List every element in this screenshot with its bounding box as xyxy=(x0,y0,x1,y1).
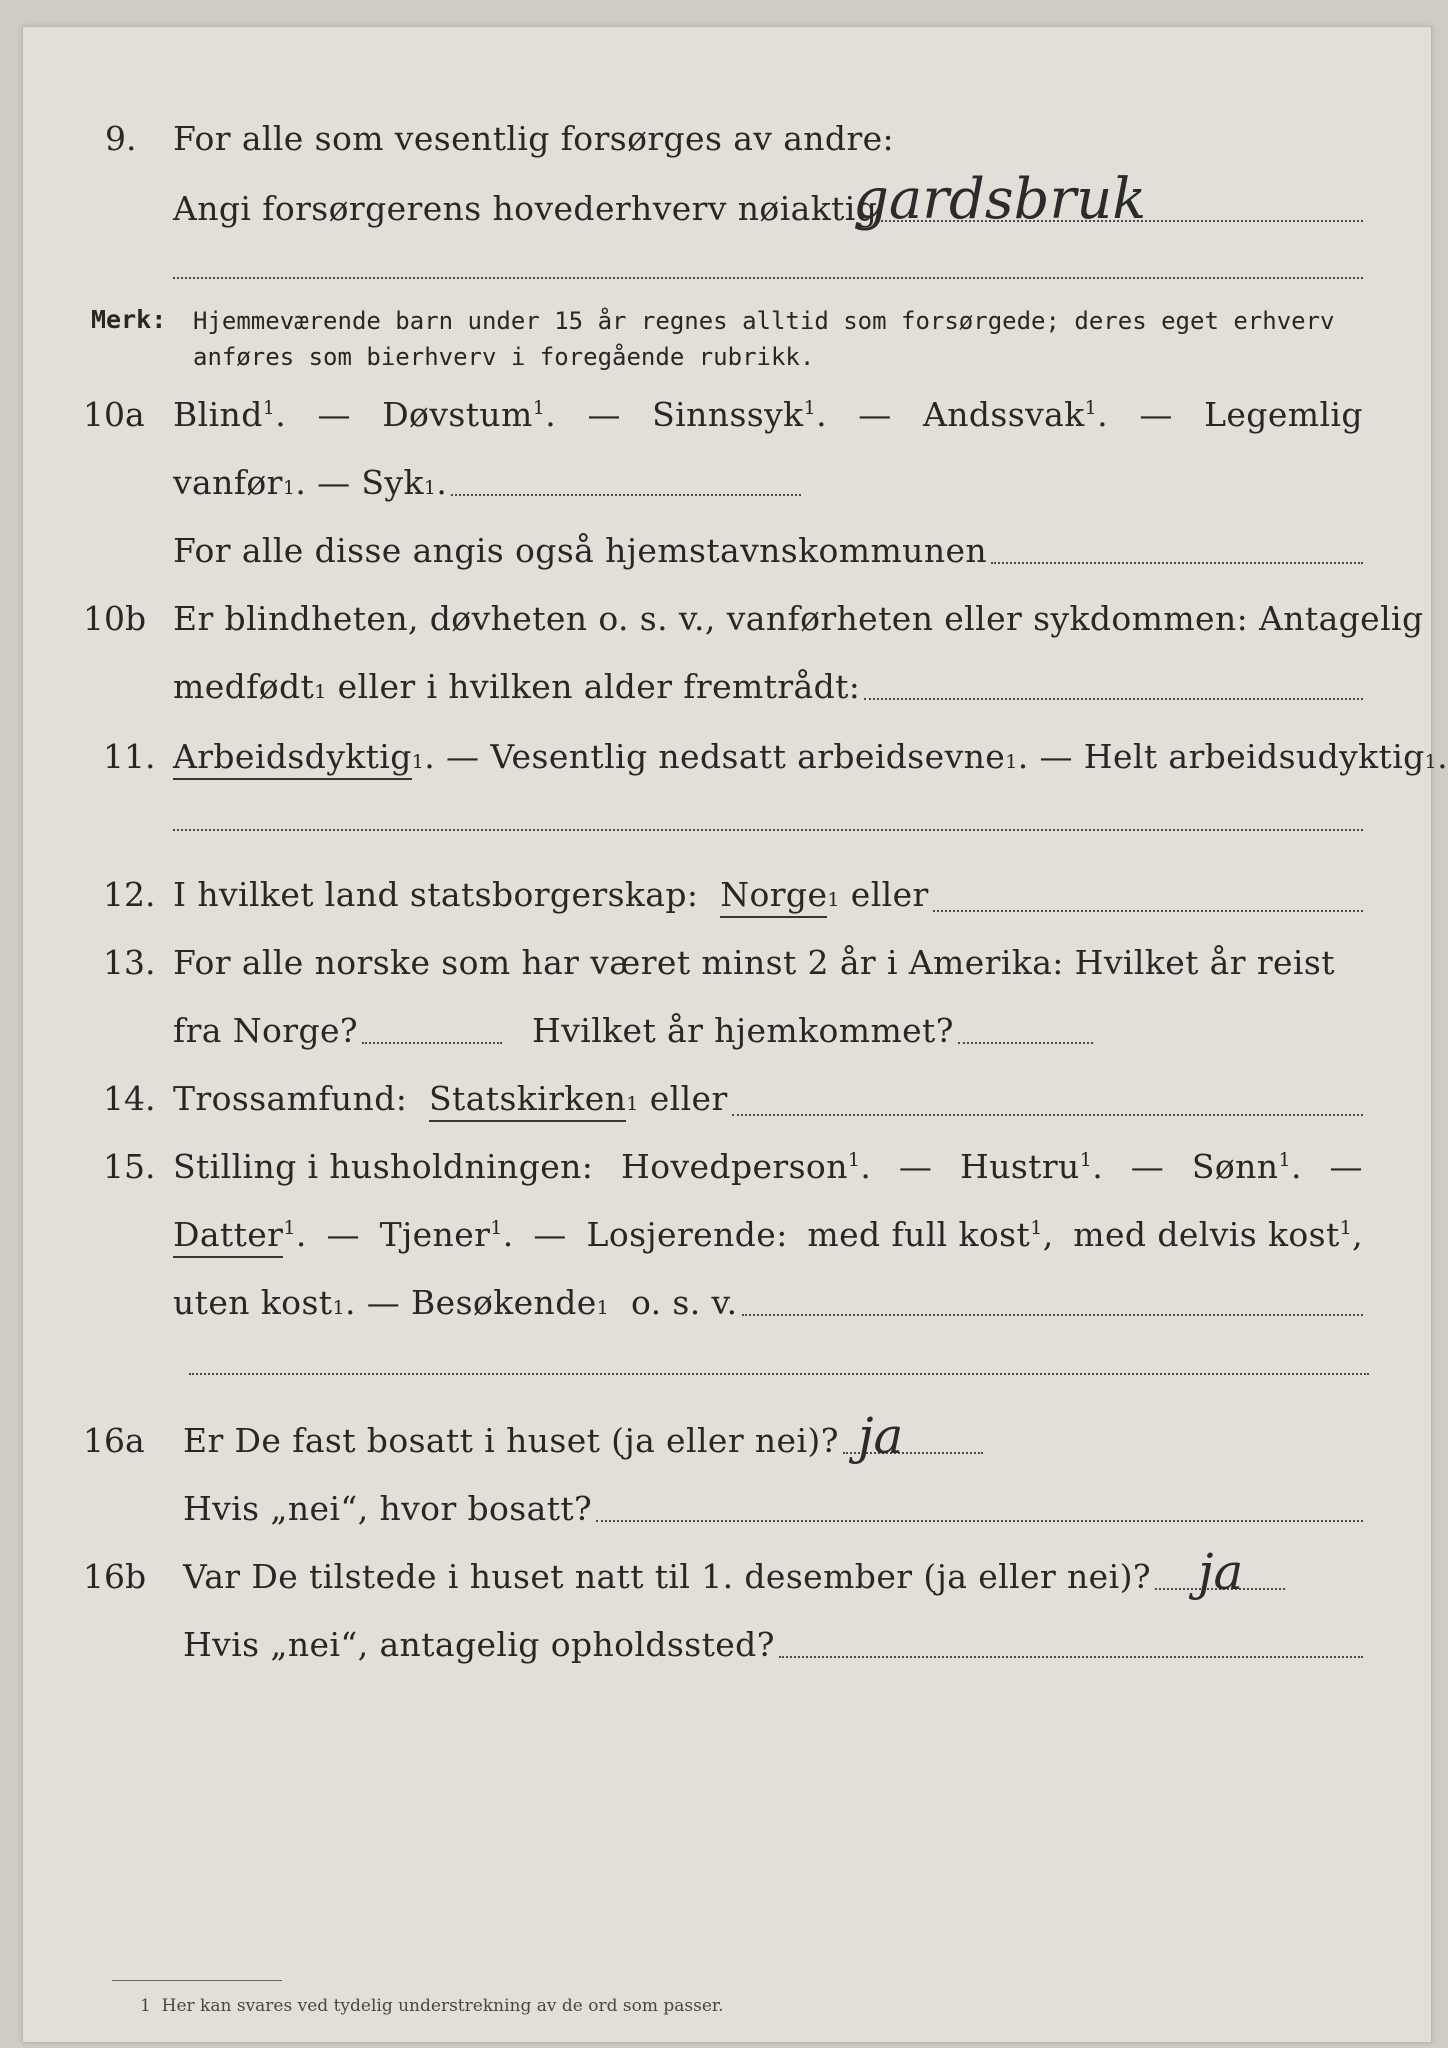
q16b-handwritten-answer: ja xyxy=(1198,1543,1244,1601)
q15-line1: Stilling i husholdningen: Hovedperson$^1$. — Hustru$^1$. — Sønn$^1$. — xyxy=(173,1147,1363,1186)
q9-line1: For alle som vesentlig forsørges av andre: xyxy=(173,119,895,158)
q16a-bosatt-label: Hvis „nei“, hvor bosatt? xyxy=(183,1489,593,1528)
option-med-delvis-kost[interactable]: med delvis kost xyxy=(1073,1215,1340,1254)
q10b-alder-label: eller i hvilken alder fremtrådt: xyxy=(337,667,861,706)
q14-other-line[interactable] xyxy=(732,1113,1363,1116)
q10a-syk-line[interactable] xyxy=(451,493,801,496)
option-sinnssyk[interactable]: Sinnssyk xyxy=(652,395,804,434)
census-form-page xyxy=(22,26,1448,2043)
option-hustru[interactable]: Hustru xyxy=(960,1147,1080,1186)
option-vanfor[interactable]: vanfør xyxy=(173,463,283,502)
q16b-line1 xyxy=(183,1557,1285,1596)
option-med-full-kost[interactable]: med full kost xyxy=(807,1215,1031,1254)
option-medfodt[interactable]: medfødt xyxy=(173,667,315,706)
q15-other-line[interactable] xyxy=(742,1313,1363,1316)
q10a-hjemstavn-label: For alle disse angis også hjemstavnskommunen xyxy=(173,531,988,570)
q15-losjerende-label: Losjerende: xyxy=(586,1215,788,1254)
q13-reist-line[interactable] xyxy=(362,1041,502,1044)
footnote-text: Her kan svares ved tydelig understrekning av de ord som passer. xyxy=(161,1996,724,2016)
q12-other-country-line[interactable] xyxy=(933,909,1363,912)
option-norge[interactable]: Norge xyxy=(720,875,827,918)
q12-number: 12. xyxy=(103,875,156,914)
q16b-label: Var De tilstede i huset natt til 1. desember (ja eller nei)? xyxy=(183,1557,1151,1596)
q15-line3: uten kost 1 . — Besøkende 1 o. s. v. xyxy=(173,1283,1363,1322)
q15-label: Stilling i husholdningen: xyxy=(173,1147,594,1186)
merk-line1: Hjemmeværende barn under 15 år regnes alltid som forsørgede; deres eget erhverv xyxy=(193,307,1335,335)
q10b-line2: medfødt 1 eller i hvilken alder fremtrådt: xyxy=(173,667,1363,706)
option-dovstum[interactable]: Døvstum xyxy=(382,395,533,434)
option-helt-arbeidsudyktig[interactable]: Helt arbeidsudyktig xyxy=(1083,737,1425,776)
q16a-handwritten-answer: ja xyxy=(858,1407,904,1465)
option-syk[interactable]: Syk xyxy=(361,463,424,502)
merk-line2: anføres som bierhverv i foregående rubrikk. xyxy=(193,343,815,371)
q13-number: 13. xyxy=(103,943,156,982)
q10a-line1: Blind$^1$. — Døvstum$^1$. — Sinnssyk$^1$. — Andssvak$^1$. — Legemlig xyxy=(173,395,1363,434)
q14-line: Trossamfund: Statskirken 1 eller xyxy=(173,1079,1363,1122)
q12-label: I hvilket land statsborgerskap: xyxy=(173,875,699,914)
q12-line: I hvilket land statsborgerskap: Norge 1 eller xyxy=(173,875,1363,918)
q15-extra-line[interactable] xyxy=(189,1373,1369,1375)
q10b-alder-line[interactable] xyxy=(864,697,1363,700)
option-vesentlig-nedsatt[interactable]: Vesentlig nedsatt arbeidsevne xyxy=(490,737,1006,776)
q10a-line3 xyxy=(173,531,1363,570)
q10b-number: 10b xyxy=(83,599,147,638)
q13-hjemkommet-line[interactable] xyxy=(958,1041,1093,1044)
q9-extra-line[interactable] xyxy=(173,277,1363,279)
option-hovedperson[interactable]: Hovedperson xyxy=(621,1147,848,1186)
footnote-rule xyxy=(112,1980,282,1981)
footnote-mark: 1 xyxy=(140,1996,151,2016)
q10a-number: 10a xyxy=(83,395,145,434)
q14-label: Trossamfund: xyxy=(173,1079,408,1118)
option-legemlig[interactable]: Legemlig xyxy=(1204,395,1363,434)
q15-line2: Datter$^1$. — Tjener$^1$. — Losjerende: med full kost$^1$, med delvis kost$^1$, xyxy=(173,1215,1363,1254)
footnote xyxy=(140,1996,724,2016)
q16a-bosatt-line[interactable] xyxy=(596,1519,1363,1522)
q16a-number: 16a xyxy=(83,1421,145,1460)
option-datter[interactable]: Datter xyxy=(173,1215,283,1258)
q10a-hjemstavn-line[interactable] xyxy=(991,561,1363,564)
q10a-line2: vanfør 1 . — Syk 1 . xyxy=(173,463,801,502)
option-andssvak[interactable]: Andssvak xyxy=(923,395,1085,434)
q14-eller: eller xyxy=(649,1079,728,1118)
q9-line2 xyxy=(173,189,1363,228)
q16a-line2 xyxy=(183,1489,1363,1528)
q12-eller: eller xyxy=(850,875,929,914)
q16b-line2 xyxy=(183,1625,1363,1664)
q11-extra-line[interactable] xyxy=(173,829,1363,831)
q13-hjemkommet-label: Hvilket år hjemkommet? xyxy=(532,1011,954,1050)
q11-number: 11. xyxy=(103,737,156,776)
q13-line2 xyxy=(173,1011,1093,1050)
option-uten-kost[interactable]: uten kost xyxy=(173,1283,333,1322)
q16b-number: 16b xyxy=(83,1557,147,1596)
option-sonn[interactable]: Sønn xyxy=(1191,1147,1279,1186)
merk-label: Merk: xyxy=(91,305,167,334)
q11-line: Arbeidsdyktig 1 . — Vesentlig nedsatt arbeidsevne 1 . — Helt arbeidsudyktig 1 . xyxy=(173,737,1448,780)
q16b-opholdssted-label: Hvis „nei“, antagelig opholdssted? xyxy=(183,1625,775,1664)
q9-number: 9. xyxy=(105,119,137,158)
option-statskirken[interactable]: Statskirken xyxy=(429,1079,626,1122)
q16a-label: Er De fast bosatt i huset (ja eller nei)? xyxy=(183,1421,839,1460)
option-besokende[interactable]: Besøkende xyxy=(411,1283,597,1322)
q10b-line1: Er blindheten, døvheten o. s. v., vanførheten eller sykdommen: Antagelig xyxy=(173,599,1424,638)
q9-label: Angi forsørgerens hovederhverv nøiaktig xyxy=(173,189,878,228)
option-arbeidsdyktig[interactable]: Arbeidsdyktig xyxy=(173,737,412,780)
option-blind[interactable]: Blind xyxy=(173,395,263,434)
q16b-opholdssted-line[interactable] xyxy=(779,1655,1363,1658)
q14-number: 14. xyxy=(103,1079,156,1118)
q9-handwritten-answer: gardsbruk xyxy=(853,167,1147,232)
q13-reist-label: fra Norge? xyxy=(173,1011,359,1050)
q15-number: 15. xyxy=(103,1147,156,1186)
option-tjener[interactable]: Tjener xyxy=(379,1215,491,1254)
q13-line1: For alle norske som har været minst 2 år i Amerika: Hvilket år reist xyxy=(173,943,1335,982)
q15-osv: o. s. v. xyxy=(630,1283,738,1322)
